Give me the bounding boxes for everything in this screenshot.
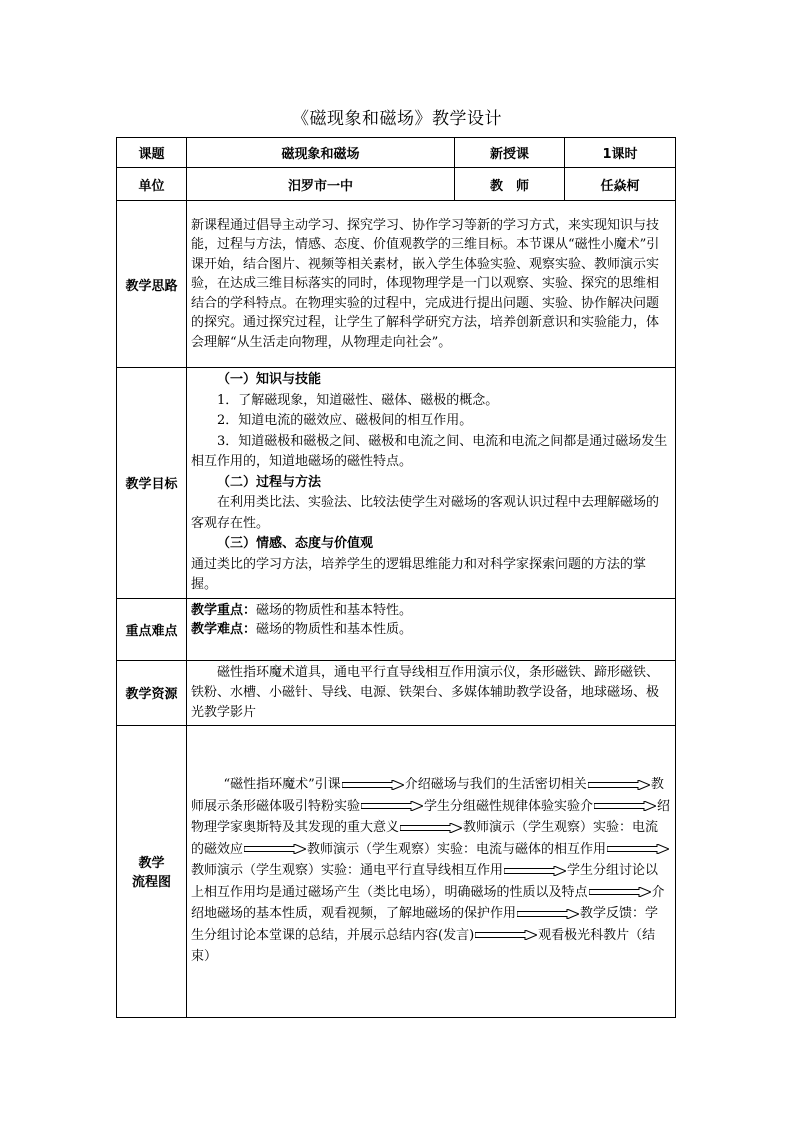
teacher-label: 教 师: [455, 168, 565, 201]
flow-step: “磁性指环魔术”引课: [223, 777, 341, 793]
goals-heading-process: （二）过程与方法: [217, 474, 322, 490]
lesson-type: 新授课: [455, 138, 565, 168]
flow-arrow-icon: [588, 780, 650, 790]
flow-arrow-icon: [400, 823, 462, 833]
flow-label-cell: [117, 725, 187, 1017]
row-topic: [117, 138, 676, 168]
row-resources: [117, 660, 676, 725]
flow-arrow-icon: [589, 887, 651, 897]
teacher-value: 任焱柯: [565, 168, 676, 201]
row-flow: [117, 725, 676, 1017]
row-key-points: [117, 598, 676, 660]
resources-text: 磁性指环魔术道具，通电平行直导线相互作用演示仪，条形磁铁、蹄形磁铁、铁粉、水槽、小磁针、导线、电源、铁架台、多媒体辅助教学设备，地球磁场、极光教学影片: [191, 664, 660, 720]
flow-step: 教师展示条形磁体吸引特粉实验: [191, 777, 664, 814]
flow-arrow-icon: [361, 801, 423, 811]
focus-label: 教学重点：: [191, 602, 257, 618]
goals-item-3: 3．知道磁极和磁极之间、磁极和电流之间、电流和电流之间都是通过磁场发生相互作用的，知道地磁场的磁性特点。: [191, 433, 668, 469]
goals-cell: [187, 368, 676, 599]
flow-step: 学生分组讨论以上相互作用均是通过磁场产生（类比电场），明确磁场的性质以及特点: [191, 863, 659, 900]
flow-step: 教师演示（学生观察）实验：电流的磁效应: [191, 820, 659, 857]
flow-step: 介绍地磁场的基本性质，观看视频，了解地磁场的保护作用: [191, 884, 665, 922]
focus-text: 磁场的物质性和基本特性。: [256, 602, 413, 618]
topic-value: 磁现象和磁场: [187, 138, 455, 168]
resources-cell: [187, 660, 676, 725]
difficulty-text: 磁场的物质性和基本性质。: [256, 621, 413, 637]
topic-label: 课题: [117, 138, 187, 168]
row-unit: [117, 168, 676, 201]
resources-label: 教学资源: [117, 660, 187, 725]
flow-step: 教学反馈：学生分组讨论本堂课的总结，并展示总结内容(发言): [191, 906, 659, 943]
flow-arrow-icon: [475, 930, 537, 940]
goals-heading-attitude: （三）情感、态度与价值观: [217, 536, 374, 551]
flow-label-line-2: 流程图: [131, 875, 171, 890]
flow-cell: [187, 725, 676, 1017]
goals-process-text: 在利用类比法、实验法、比较法使学生对磁场的客观认识过程中去理解磁场的客观存在性。: [191, 495, 660, 531]
flow-arrow-icon: [504, 866, 566, 876]
flow-step: 绍物理学家奥斯特及其发现的重大意义: [191, 798, 671, 836]
flow-arrow-icon: [244, 844, 306, 854]
row-thinking: [117, 201, 676, 368]
lesson-hours: 1课时: [565, 138, 676, 168]
row-goals: [117, 368, 676, 599]
flow-step: 观看极光科教片（结束）: [191, 927, 656, 965]
flow-chart: [187, 772, 675, 970]
flow-step: 学生分组磁性规律体验实验介: [424, 798, 594, 814]
unit-value: 汨罗市一中: [187, 168, 455, 201]
lesson-plan-table: [116, 137, 676, 1018]
flow-arrow-icon: [607, 844, 669, 854]
key-cell: [187, 598, 676, 660]
key-label: 重点难点: [117, 598, 187, 660]
document-title: 《磁现象和磁场》教学设计: [292, 109, 502, 129]
flow-label-line-1: 教学: [138, 856, 165, 871]
thinking-text: 新课程通过倡导主动学习、探究学习、协作学习等新的学习方式，来实现知识与技能，过程与方法，情感、态度、价值观教学的三维目标。本节课从“磁性小魔术”引课开始，结合图片、视频等相关素材，嵌入学生体验实验、观察实验、教师演示实验，在达成三维目标落实的同时，体现物理学是一门以观察、实验、探究的思维相结合的学科特点。在物理实验的过程中，完成进行提出问题、实验、协作解决问题的探究。通过探究过程，让学生了解科学研究方法，培养创新意识和实验能力，体会理解“从生活走向物理，从物理走向社会”。: [191, 217, 660, 350]
goals-item-2: 2．知道电流的磁效应、磁极间的相互作用。: [217, 413, 473, 428]
flow-arrow-icon: [517, 909, 579, 919]
goals-heading-knowledge: （一）知识与技能: [217, 372, 322, 387]
unit-label: 单位: [117, 168, 187, 201]
difficulty-label: 教学难点：: [191, 621, 257, 637]
flow-arrow-icon: [342, 780, 404, 790]
flow-step: 教师演示（学生观察）实验：通电平行直导线相互作用: [191, 863, 504, 879]
goals-item-1: 1．了解磁现象，知道磁性、磁体、磁极的概念。: [217, 392, 499, 408]
flow-arrow-icon: [594, 801, 656, 811]
thinking-cell: [187, 201, 676, 368]
flow-step: 介绍磁场与我们的生活密切相关: [404, 777, 587, 793]
goals-label: 教学目标: [117, 368, 187, 599]
flow-step: 教师演示（学生观察）实验：电流与磁体的相互作用: [307, 841, 607, 857]
thinking-label: 教学思路: [117, 201, 187, 368]
goals-attitude-text: 通过类比的学习方法，培养学生的逻辑思维能力和对科学家探索问题的方法的掌握。: [191, 556, 647, 592]
